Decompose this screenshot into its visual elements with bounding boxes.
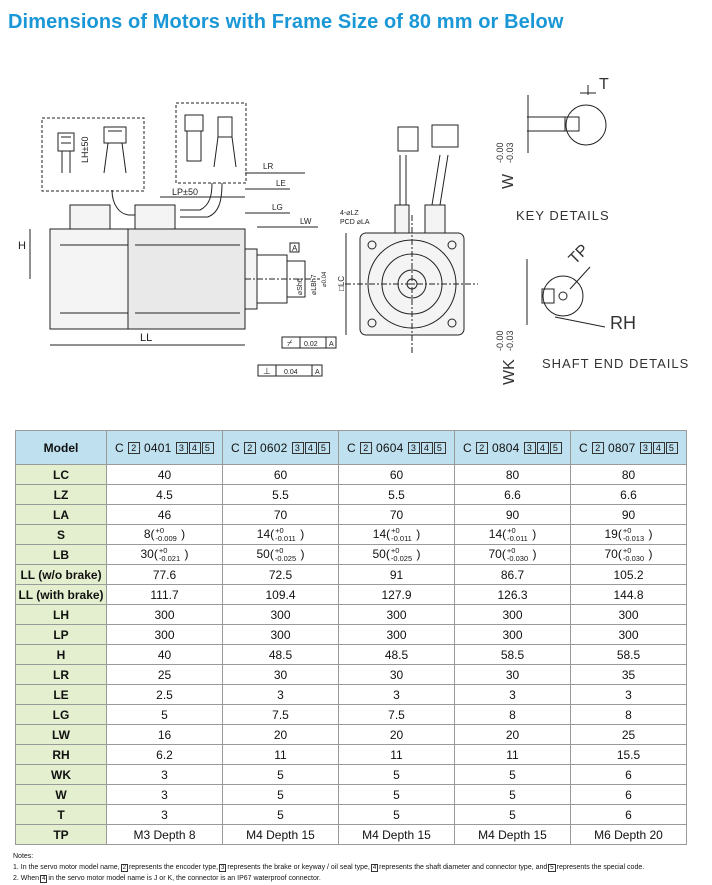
table-cell: 5 [223, 785, 339, 805]
table-cell: 48.5 [339, 645, 455, 665]
tolerance: +0 -0.011 [275, 525, 296, 543]
model-box-3: 3 [408, 442, 420, 454]
table-cell: 25 [571, 725, 687, 745]
table-cell: 300 [107, 625, 223, 645]
model-box-3: 3 [524, 442, 536, 454]
row-label: RH [16, 745, 107, 765]
table-cell: 14( +0 -0.011 ) [223, 525, 339, 545]
table-cell: 6.6 [571, 485, 687, 505]
model-header-cell [571, 431, 687, 465]
table-cell: 5 [455, 785, 571, 805]
tol-base: 14 [488, 526, 503, 541]
table-cell: 300 [455, 625, 571, 645]
row-label: LR [16, 665, 107, 685]
table-cell: M4 Depth 15 [455, 825, 571, 845]
lw-label: LW [300, 217, 312, 226]
s-label: ⌀Sh6 [297, 278, 304, 295]
note-2: 2. When 4 in the servo motor model name is J or K, the connector is an IP67 waterproof connector. [13, 875, 321, 882]
ll-label: LL [140, 332, 153, 344]
lh50-label: LH±50 [80, 136, 90, 163]
table-cell: 3 [107, 765, 223, 785]
table-cell: 3 [455, 685, 571, 705]
table-cell: 6.6 [455, 485, 571, 505]
table-cell: 35 [571, 665, 687, 685]
table-cell: 5 [339, 765, 455, 785]
table-cell: 3 [339, 685, 455, 705]
table-cell: 8 [455, 705, 571, 725]
svg-text:⊥: ⊥ [263, 366, 271, 376]
row-label: S [16, 525, 107, 545]
la-label: PCD ⌀LA [340, 219, 370, 226]
model-code: 0804 [491, 440, 520, 455]
table-row [16, 805, 687, 825]
svg-text:A: A [315, 369, 320, 376]
table-cell: 72.5 [223, 565, 339, 585]
model-header-cell [107, 431, 223, 465]
svg-text:⌿: ⌿ [287, 338, 293, 348]
table-cell: 6 [571, 765, 687, 785]
table-cell: 50( +0 -0.025 ) [339, 545, 455, 565]
table-cell: 7.5 [339, 705, 455, 725]
table-cell: 16 [107, 725, 223, 745]
perpendicularity-tolerance-frame [258, 365, 322, 376]
table-row [16, 765, 687, 785]
table-cell: 5 [455, 805, 571, 825]
table-cell: 91 [339, 565, 455, 585]
model-code: 0401 [143, 440, 172, 455]
tol-base: 14 [372, 526, 387, 541]
row-label: LB [16, 545, 107, 565]
table-cell: 6 [571, 805, 687, 825]
table-cell: 300 [107, 605, 223, 625]
table-row [16, 465, 687, 485]
model-box-4: 4 [653, 442, 665, 454]
model-box-4: 4 [421, 442, 433, 454]
model-prefix: C [578, 440, 588, 455]
table-cell: 3 [107, 805, 223, 825]
page-title: Dimensions of Motors with Frame Size of 80 mm or Below [8, 11, 564, 33]
table-cell: 60 [339, 465, 455, 485]
tolerance: +0 -0.030 [506, 545, 529, 563]
table-cell: 111.7 [107, 585, 223, 605]
table-cell: 3 [571, 685, 687, 705]
table-row [16, 625, 687, 645]
table-cell: 70 [223, 505, 339, 525]
t-label: T [599, 76, 609, 93]
table-cell: 6.2 [107, 745, 223, 765]
model-header-cell [455, 431, 571, 465]
model-header-cell [223, 431, 339, 465]
lr-label: LR [263, 162, 274, 171]
table-cell: 20 [455, 725, 571, 745]
table-cell: 300 [571, 605, 687, 625]
le-label: LE [276, 179, 286, 188]
motor-front-view [345, 125, 478, 355]
table-cell: 11 [455, 745, 571, 765]
table-cell: 30 [223, 665, 339, 685]
notes [13, 851, 644, 884]
table-cell: 14( +0 -0.011 ) [339, 525, 455, 545]
table-row [16, 545, 687, 565]
table-cell: 300 [223, 605, 339, 625]
table-cell: 25 [107, 665, 223, 685]
table-cell: 40 [107, 465, 223, 485]
table-cell: M6 Depth 20 [571, 825, 687, 845]
tol-base: 50 [372, 546, 386, 561]
a004-label: ⌀0.04 [322, 271, 328, 287]
model-code: 0604 [375, 440, 404, 455]
motor-dimension-drawing [0, 55, 712, 425]
svg-text:0.04: 0.04 [284, 369, 298, 376]
table-cell: 300 [455, 605, 571, 625]
model-box-2: 2 [128, 442, 140, 454]
row-label: LW [16, 725, 107, 745]
power-connector-icon [185, 115, 236, 167]
table-cell: 90 [455, 505, 571, 525]
shaft-end-details-drawing [527, 259, 605, 327]
key-details-label: KEY DETAILS [516, 208, 610, 223]
dimension-table [15, 430, 687, 845]
table-row [16, 585, 687, 605]
table-cell: 86.7 [455, 565, 571, 585]
tolerance: +0 -0.025 [390, 545, 413, 563]
table-cell: 48.5 [223, 645, 339, 665]
w-tol-top: -0.00 [495, 142, 505, 163]
tolerance: +0 -0.011 [507, 525, 528, 543]
model-prefix: C [230, 440, 240, 455]
table-cell: 8( +0 -0.009 ) [107, 525, 223, 545]
tol-base: 50 [256, 546, 270, 561]
model-code: 0807 [607, 440, 636, 455]
table-cell: 77.6 [107, 565, 223, 585]
motor-side-view [50, 205, 320, 329]
svg-text:0.02: 0.02 [304, 341, 318, 348]
table-row [16, 525, 687, 545]
rh-label: RH [610, 313, 636, 333]
table-cell: 126.3 [455, 585, 571, 605]
lz-label: 4-⌀LZ [340, 210, 359, 217]
model-box-2: 2 [476, 442, 488, 454]
table-row [16, 745, 687, 765]
encoder-connector-box [42, 118, 144, 191]
tolerance: +0 -0.030 [622, 545, 645, 563]
table-cell: 11 [223, 745, 339, 765]
row-label: T [16, 805, 107, 825]
w-label: W [500, 173, 517, 189]
table-cell: 127.9 [339, 585, 455, 605]
datum-a-label: A [292, 244, 298, 253]
tolerance: +0 -0.013 [622, 525, 645, 543]
table-cell: 5 [223, 765, 339, 785]
tol-base: 19 [604, 526, 618, 541]
table-cell: 6 [571, 785, 687, 805]
row-label: LL (w/o brake) [16, 565, 107, 585]
lb-label: ⌀LBh7 [311, 274, 318, 295]
table-cell: 70( +0 -0.030 ) [571, 545, 687, 565]
table-cell: 2.5 [107, 685, 223, 705]
table-cell: 105.2 [571, 565, 687, 585]
table-row [16, 705, 687, 725]
table-cell: 5 [223, 805, 339, 825]
table-cell: 50( +0 -0.025 ) [223, 545, 339, 565]
table-cell: 58.5 [571, 645, 687, 665]
runout-tolerance-frame [282, 337, 336, 348]
lp50-label: LP±50 [172, 187, 198, 197]
row-label: LZ [16, 485, 107, 505]
row-label: WK [16, 765, 107, 785]
model-box-2: 2 [592, 442, 604, 454]
table-cell: 20 [223, 725, 339, 745]
table-row [16, 785, 687, 805]
model-box-2: 2 [244, 442, 256, 454]
tolerance: +0 -0.025 [274, 545, 297, 563]
table-header-row [16, 431, 687, 465]
tol-base: 70 [488, 546, 502, 561]
tol-base: 70 [604, 546, 618, 561]
table-cell: 7.5 [223, 705, 339, 725]
table-row [16, 725, 687, 745]
table-row [16, 605, 687, 625]
table-cell: 4.5 [107, 485, 223, 505]
model-box-4: 4 [305, 442, 317, 454]
row-label: H [16, 645, 107, 665]
model-code: 0602 [259, 440, 288, 455]
table-cell: 20 [339, 725, 455, 745]
table-cell: 70 [339, 505, 455, 525]
model-header-cell [339, 431, 455, 465]
table-row [16, 825, 687, 845]
model-box-5: 5 [434, 442, 446, 454]
model-prefix: C [462, 440, 472, 455]
model-box-5: 5 [318, 442, 330, 454]
table-cell: 300 [223, 625, 339, 645]
row-label: LC [16, 465, 107, 485]
table-cell: 46 [107, 505, 223, 525]
table-cell: M4 Depth 15 [339, 825, 455, 845]
tol-base: 14 [256, 526, 271, 541]
row-label: LE [16, 685, 107, 705]
model-box-4: 4 [537, 442, 549, 454]
table-row [16, 665, 687, 685]
model-box-5: 5 [550, 442, 562, 454]
h-label: H [18, 240, 26, 252]
row-label: LA [16, 505, 107, 525]
row-label: LH [16, 605, 107, 625]
table-cell: 3 [223, 685, 339, 705]
table-cell: 30 [455, 665, 571, 685]
row-label: LG [16, 705, 107, 725]
table-row [16, 505, 687, 525]
table-cell: 80 [455, 465, 571, 485]
table-cell: 30 [339, 665, 455, 685]
encoder-connector-icon [58, 127, 126, 173]
table-cell: 40 [107, 645, 223, 665]
table-cell: 5 [107, 705, 223, 725]
tol-base: 8 [143, 526, 151, 541]
table-cell: 14( +0 -0.011 ) [455, 525, 571, 545]
model-box-5: 5 [202, 442, 214, 454]
tp-label: TP [565, 241, 593, 268]
table-row [16, 485, 687, 505]
table-cell: 3 [107, 785, 223, 805]
table-cell: 60 [223, 465, 339, 485]
table-cell: M4 Depth 15 [223, 825, 339, 845]
row-label: W [16, 785, 107, 805]
model-box-3: 3 [640, 442, 652, 454]
model-header: Model [16, 431, 107, 465]
table-cell: 144.8 [571, 585, 687, 605]
model-box-3: 3 [292, 442, 304, 454]
model-box-2: 2 [360, 442, 372, 454]
notes-heading: Notes: [13, 853, 34, 860]
model-prefix: C [114, 440, 124, 455]
table-cell: 300 [571, 625, 687, 645]
table-cell: 109.4 [223, 585, 339, 605]
tolerance: +0 -0.011 [391, 525, 412, 543]
table-cell: M3 Depth 8 [107, 825, 223, 845]
table-cell: 5.5 [223, 485, 339, 505]
lg-label: LG [272, 203, 283, 212]
table-row [16, 645, 687, 665]
table-cell: 5 [339, 785, 455, 805]
table-cell: 5.5 [339, 485, 455, 505]
table-cell: 8 [571, 705, 687, 725]
tolerance: +0 -0.009 [155, 525, 177, 543]
tolerance: +0 -0.021 [158, 545, 181, 563]
table-cell: 90 [571, 505, 687, 525]
row-label: LP [16, 625, 107, 645]
w-tol-bottom: -0.03 [505, 142, 515, 163]
model-box-5: 5 [666, 442, 678, 454]
wk-tol-bottom: -0.03 [505, 330, 515, 351]
table-cell: 11 [339, 745, 455, 765]
table-cell: 58.5 [455, 645, 571, 665]
table-cell: 80 [571, 465, 687, 485]
row-label: TP [16, 825, 107, 845]
row-label: LL (with brake) [16, 585, 107, 605]
table-cell: 19( +0 -0.013 ) [571, 525, 687, 545]
table-cell: 5 [455, 765, 571, 785]
table-cell: 5 [339, 805, 455, 825]
table-cell: 15.5 [571, 745, 687, 765]
wk-label: WK [501, 359, 518, 385]
table-cell: 300 [339, 625, 455, 645]
model-box-4: 4 [189, 442, 201, 454]
model-box-3: 3 [176, 442, 188, 454]
note-1: 1. In the servo motor model name, 2 represents the encoder type, 3 represents the brake or keyway / oil seal type, 4 represents the shaft diameter and connector type, and 5 represents the special code. [13, 864, 645, 871]
wk-tol-top: -0.00 [495, 330, 505, 351]
table-row [16, 565, 687, 585]
key-details-drawing [527, 85, 606, 153]
table-cell: 70( +0 -0.030 ) [455, 545, 571, 565]
svg-text:A: A [329, 341, 334, 348]
lc-label: □LC [337, 275, 346, 291]
table-row [16, 685, 687, 705]
table-cell: 300 [339, 605, 455, 625]
tol-base: 30 [140, 546, 154, 561]
model-prefix: C [346, 440, 356, 455]
table-cell: 30( +0 -0.021 ) [107, 545, 223, 565]
shaft-end-details-label: SHAFT END DETAILS [542, 356, 690, 371]
